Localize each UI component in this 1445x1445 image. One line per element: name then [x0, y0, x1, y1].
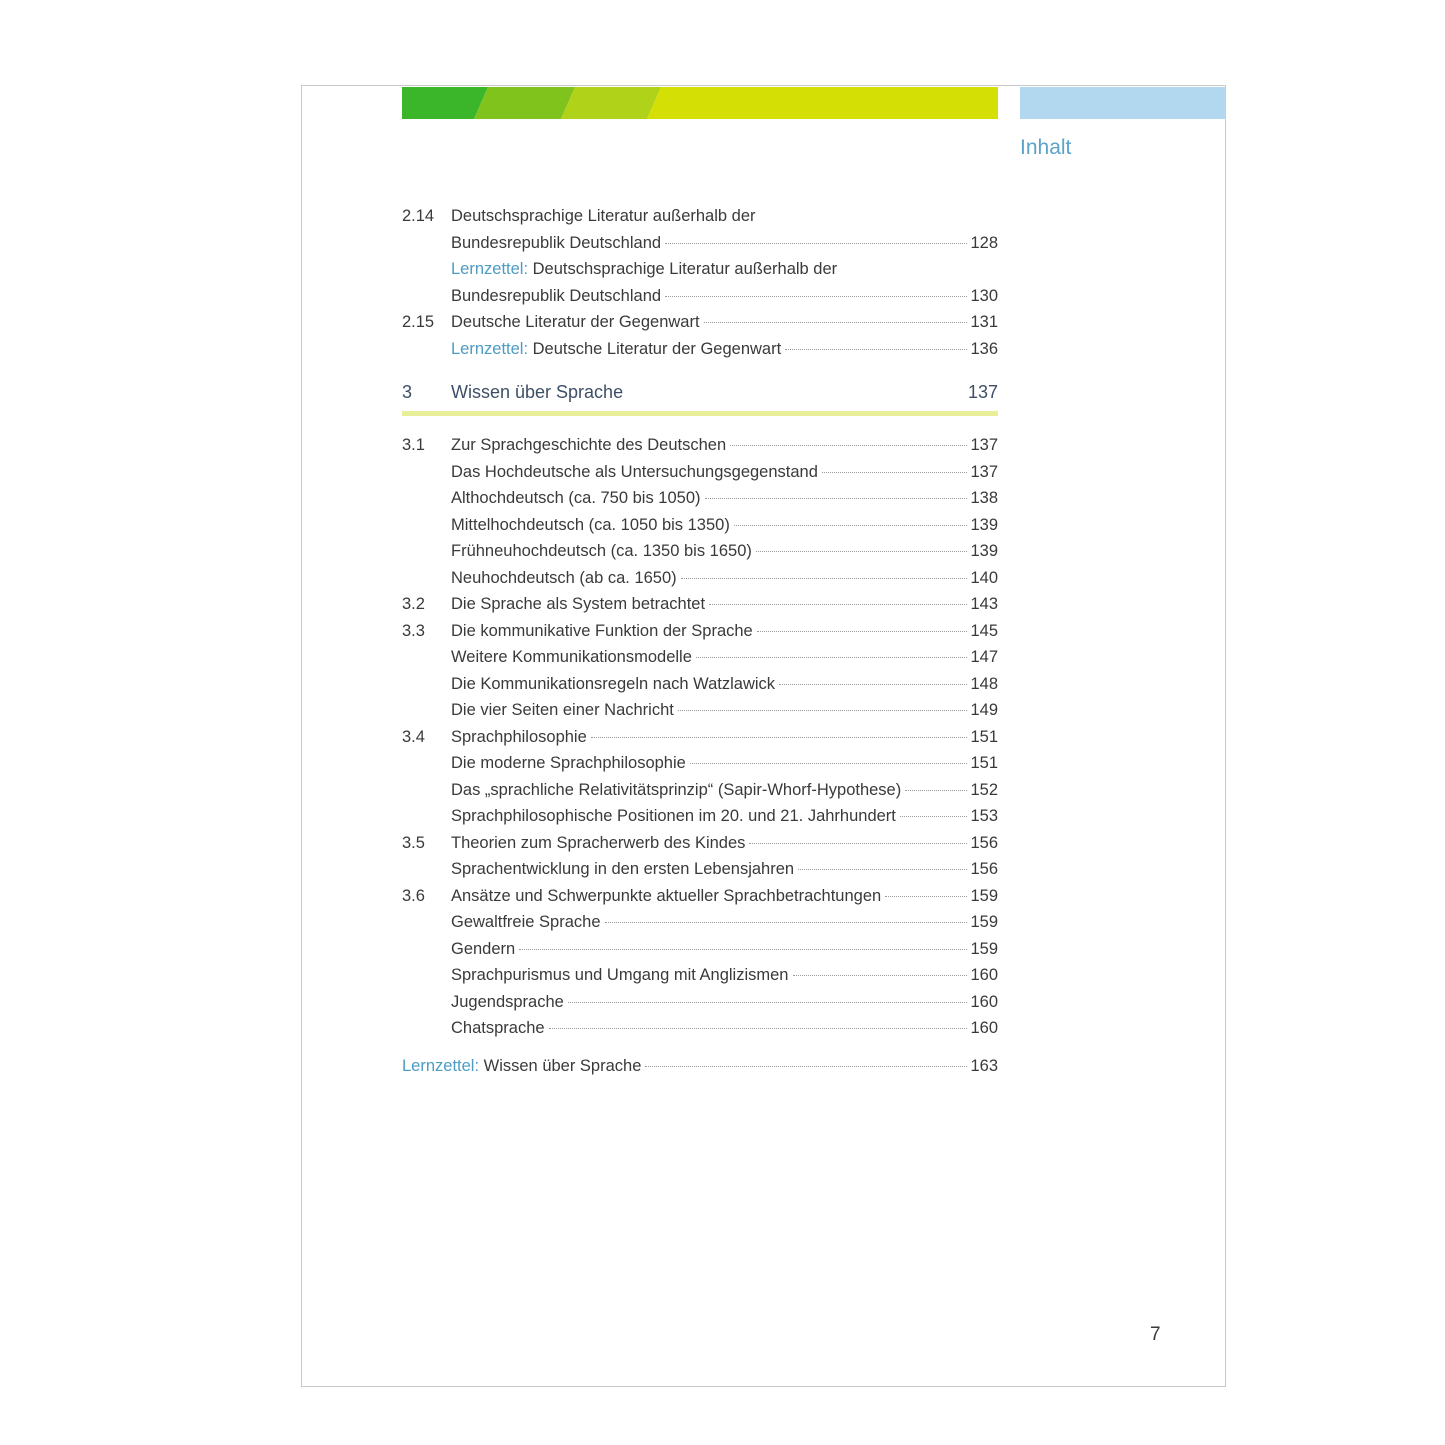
toc-entry-body: [451, 830, 998, 857]
toc-entry-title: [451, 485, 701, 512]
dot-leader: [549, 1028, 968, 1029]
toc-entry-body: [451, 309, 998, 336]
toc-entry[interactable]: [402, 962, 998, 989]
toc-entry-text: Frühneuhochdeutsch (ca. 1350 bis 1650): [451, 542, 752, 560]
dot-leader: [779, 684, 967, 685]
toc-entry-text: Sprachentwicklung in den ersten Lebensjahren: [451, 860, 795, 878]
toc-entry-page: 136: [970, 339, 998, 358]
toc-entry[interactable]: [402, 230, 998, 257]
section-tab-bar: [1020, 87, 1226, 119]
toc-entry-title: [451, 591, 705, 618]
toc-entry-body: [451, 459, 998, 486]
toc-entry-body: [451, 909, 998, 936]
toc-entry-title: [451, 803, 896, 830]
toc-entry[interactable]: [402, 909, 998, 936]
document-page: [301, 85, 1226, 1387]
toc-entry-page: 151: [970, 754, 998, 772]
toc-entry-body: [451, 1015, 998, 1042]
toc-entry-title: [451, 644, 692, 671]
toc-entry-page: 143: [970, 595, 998, 613]
toc-entry-page: 145: [970, 621, 998, 640]
toc-entry-body: [451, 283, 998, 310]
dot-leader: [709, 604, 967, 605]
toc-entry-text: Deutsche Literatur der Gegenwart: [532, 339, 782, 358]
page-number: 7: [1150, 1324, 1161, 1345]
toc-entry-text: Althochdeutsch (ca. 750 bis 1050): [451, 489, 701, 507]
toc-entry-title: [451, 750, 686, 777]
dot-leader: [591, 737, 968, 738]
toc-entry-text: Die Sprache als System betrachtet: [451, 595, 706, 613]
lernzettel-prefix: Lernzettel:: [451, 260, 529, 278]
toc-entry-page: 131: [970, 313, 998, 331]
toc-entry-title: [451, 336, 781, 363]
toc-entry-text: Die moderne Sprachphilosophie: [451, 754, 686, 772]
toc-entry-title: [451, 203, 756, 230]
dot-leader: [793, 975, 968, 976]
toc-entry[interactable]: [402, 591, 998, 618]
toc-entry-body: [451, 883, 998, 910]
toc-entry-text: Deutsche Literatur der Gegenwart: [451, 313, 700, 331]
dot-leader: [605, 922, 968, 923]
header-color-band: [402, 87, 998, 119]
dot-leader: [568, 1002, 968, 1003]
toc-entry-text: Weitere Kommunikationsmodelle: [451, 648, 692, 666]
toc-entry-body: [402, 1053, 998, 1080]
toc-entry-page: 160: [970, 1019, 998, 1037]
chapter-rule: [402, 411, 998, 416]
toc-entry-number: 3.1: [402, 436, 425, 454]
toc-entry[interactable]: [402, 485, 998, 512]
toc-entry-title: [451, 618, 753, 645]
toc-entry-text: Bundesrepublik Deutschland: [451, 286, 662, 305]
toc-entry-title: [402, 1053, 641, 1080]
toc-entry[interactable]: [402, 538, 998, 565]
toc-entry-title: [451, 283, 661, 310]
toc-entry-text: Deutschsprachige Literatur außerhalb der: [532, 260, 838, 278]
toc-entry[interactable]: [402, 459, 998, 486]
toc-entry-title: [451, 1015, 545, 1042]
toc-entry-text: Sprachpurismus und Umgang mit Anglizismen: [451, 966, 789, 984]
toc-entry-body: [451, 591, 998, 618]
toc-entry-page: 160: [970, 966, 998, 984]
toc-entry-body: [451, 724, 998, 751]
dot-leader: [519, 949, 967, 950]
toc-entry-body: [451, 936, 998, 963]
dot-leader: [645, 1066, 967, 1067]
toc-entry-text: Mittelhochdeutsch (ca. 1050 bis 1350): [451, 515, 730, 534]
toc-entry-title: [451, 697, 674, 724]
toc-entry-text: Ansätze und Schwerpunkte aktueller Sprachbetrachtungen: [451, 886, 882, 905]
toc-entry-text: Das „sprachliche Relativitätsprinzip“ (Sapir-Whorf-Hypothese): [451, 780, 902, 799]
dot-leader: [678, 710, 968, 711]
toc-entry-page: 137: [970, 462, 998, 481]
toc-entry[interactable]: [402, 777, 998, 804]
dot-leader: [690, 763, 968, 764]
dot-leader: [822, 472, 968, 473]
toc-entry-body: [451, 230, 998, 257]
toc-entry[interactable]: [402, 432, 998, 459]
toc-entry[interactable]: [402, 618, 998, 645]
toc-entry-text: Bundesrepublik Deutschland: [451, 233, 662, 252]
dot-leader: [756, 551, 968, 552]
toc-entry-page: 152: [970, 780, 998, 799]
section-label: Inhalt: [1020, 136, 1072, 159]
toc-entry-page: 156: [970, 860, 998, 878]
toc-entry-body: [451, 671, 998, 698]
toc-entry-page: 159: [970, 886, 998, 905]
toc-entry-text: Die Kommunikationsregeln nach Watzlawick: [451, 674, 776, 693]
toc-entry-body: [451, 856, 998, 883]
toc-entry-page: 138: [970, 489, 998, 507]
toc-entry[interactable]: [402, 336, 998, 363]
toc-entry-title: [451, 538, 752, 565]
toc-entry[interactable]: [402, 856, 998, 883]
toc-entry-text: Die vier Seiten einer Nachricht: [451, 701, 674, 719]
toc-entry-title: [451, 962, 789, 989]
toc-entry-body: [451, 644, 998, 671]
toc-entry-body: [451, 512, 998, 539]
toc-entry-title: [451, 309, 700, 336]
toc-entry-page: 137: [970, 436, 998, 454]
toc-entry-body: [451, 336, 998, 363]
toc-entry[interactable]: [402, 256, 998, 283]
toc-entry[interactable]: [402, 671, 998, 698]
toc-entry-body: [451, 750, 998, 777]
toc-entry-number: 3.6: [402, 886, 425, 905]
chapter-title: Wissen über Sprache: [451, 382, 624, 402]
toc-entry-page: 159: [970, 939, 998, 958]
toc-entry-text: Die kommunikative Funktion der Sprache: [451, 621, 753, 640]
toc-entry-text: Gewaltfreie Sprache: [451, 913, 601, 931]
toc-entry-number: 2.14: [402, 207, 435, 225]
toc-entry[interactable]: [402, 565, 998, 592]
toc-entry-body: [451, 962, 998, 989]
dot-leader: [905, 790, 967, 791]
toc-entry-page: 139: [970, 515, 998, 534]
toc-entry-text: Wissen über Sprache: [483, 1056, 642, 1075]
toc-entry-body: [451, 803, 998, 830]
toc-entry-title: [451, 989, 564, 1016]
lernzettel-prefix: Lernzettel:: [451, 339, 529, 358]
toc-entry-title: [451, 512, 730, 539]
toc-entry-title: [451, 565, 677, 592]
toc-entry-page: 153: [970, 807, 998, 825]
dot-leader: [665, 243, 967, 244]
toc-entry-page: 140: [970, 568, 998, 587]
toc-entry-number: 3.5: [402, 833, 425, 852]
dot-leader: [900, 816, 968, 817]
toc-entry-page: 128: [970, 233, 998, 252]
toc-main-group: [402, 432, 998, 1042]
toc-entry[interactable]: [402, 989, 998, 1016]
toc-entry[interactable]: [402, 697, 998, 724]
toc-entry-text: Sprachphilosophische Positionen im 20. und 21. Jahrhundert: [451, 807, 896, 825]
toc-entry-page: 156: [970, 833, 998, 852]
toc-entry-body: [451, 565, 998, 592]
chapter-heading[interactable]: [402, 374, 998, 410]
toc-entry-page: 139: [970, 542, 998, 560]
toc-entry-text: Das Hochdeutsche als Untersuchungsgegenstand: [451, 462, 818, 481]
band-segment-4: [647, 87, 998, 119]
toc-entry-text: Zur Sprachgeschichte des Deutschen: [451, 436, 727, 454]
toc-entry[interactable]: [402, 283, 998, 310]
chapter-number: 3: [402, 382, 413, 402]
toc-entry[interactable]: [402, 883, 998, 910]
dot-leader: [749, 843, 967, 844]
toc-entry-title: [451, 777, 901, 804]
toc-entry[interactable]: [402, 512, 998, 539]
toc-entry-number: 3.3: [402, 621, 425, 640]
toc-entry[interactable]: [402, 936, 998, 963]
toc-entry-body: [451, 618, 998, 645]
toc-entry-number: 3.2: [402, 595, 425, 613]
dot-leader: [885, 896, 967, 897]
toc-entry[interactable]: [402, 803, 998, 830]
toc-entry-title: [451, 936, 515, 963]
toc-entry-body: [451, 989, 998, 1016]
toc-entry[interactable]: [402, 1015, 998, 1042]
chapter-page: 137: [967, 382, 998, 402]
toc-entry-title: [451, 432, 726, 459]
dot-leader: [704, 322, 968, 323]
dot-leader: [705, 498, 968, 499]
toc-entry-text: Jugendsprache: [451, 992, 564, 1011]
toc-entry-page: 130: [970, 286, 998, 305]
dot-leader: [798, 869, 967, 870]
toc-entry-body: [451, 697, 998, 724]
toc-entry-page: 147: [970, 648, 998, 666]
toc-entry-text: Sprachphilosophie: [451, 727, 587, 746]
toc-entry-text: Neuhochdeutsch (ab ca. 1650): [451, 568, 677, 587]
toc-entry-page: 151: [970, 727, 998, 746]
toc-entry-body: [451, 485, 998, 512]
toc-entry[interactable]: [402, 724, 998, 751]
dot-leader: [757, 631, 968, 632]
toc-entry-title: [451, 909, 601, 936]
band-segment-3: [561, 87, 661, 119]
toc-entry-body: [451, 538, 998, 565]
toc-entry[interactable]: [402, 644, 998, 671]
toc-entry-body: [451, 203, 998, 230]
toc-entry-page: 160: [970, 992, 998, 1011]
toc-entry[interactable]: [402, 309, 998, 336]
dot-leader: [665, 296, 967, 297]
toc-entry-title: [451, 671, 775, 698]
toc-entry-text: Deutschsprachige Literatur außerhalb der: [451, 207, 756, 225]
toc-entry-page: 159: [970, 913, 998, 931]
toc-entry-number: 3.4: [402, 727, 425, 746]
dot-leader: [734, 525, 968, 526]
toc-entry-final[interactable]: [402, 1053, 998, 1080]
color-band-graphic: [402, 87, 998, 119]
toc-entry-body: [451, 256, 998, 283]
band-segment-2: [474, 87, 575, 119]
toc-entry-number: 2.15: [402, 313, 435, 331]
toc-top-group: [402, 203, 998, 362]
dot-leader: [730, 445, 967, 446]
toc-entry-page: 163: [970, 1056, 998, 1075]
toc-entry-title: [451, 883, 881, 910]
toc-entry-title: [451, 230, 661, 257]
toc-entry-page: 149: [970, 701, 998, 719]
toc-entry-text: Theorien zum Spracherwerb des Kindes: [451, 833, 746, 852]
band-segment-1: [402, 87, 488, 119]
toc-entry-text: Chatsprache: [451, 1019, 545, 1037]
toc-entry[interactable]: [402, 750, 998, 777]
toc-entry-title: [451, 856, 794, 883]
toc-entry-title: [451, 830, 745, 857]
dot-leader: [785, 349, 967, 350]
lernzettel-prefix: Lernzettel:: [402, 1056, 480, 1075]
toc-entry-title: [451, 459, 818, 486]
dot-leader: [681, 578, 968, 579]
toc-entry-text: Gendern: [451, 939, 516, 958]
toc-entry-page: 148: [970, 674, 998, 693]
dot-leader: [696, 657, 968, 658]
toc-entry-body: [451, 777, 998, 804]
toc-entry[interactable]: [402, 203, 998, 230]
toc-entry-title: [451, 724, 587, 751]
toc-entry-title: [451, 256, 837, 283]
table-of-contents: [402, 203, 998, 1079]
toc-entry-body: [451, 432, 998, 459]
toc-entry[interactable]: [402, 830, 998, 857]
